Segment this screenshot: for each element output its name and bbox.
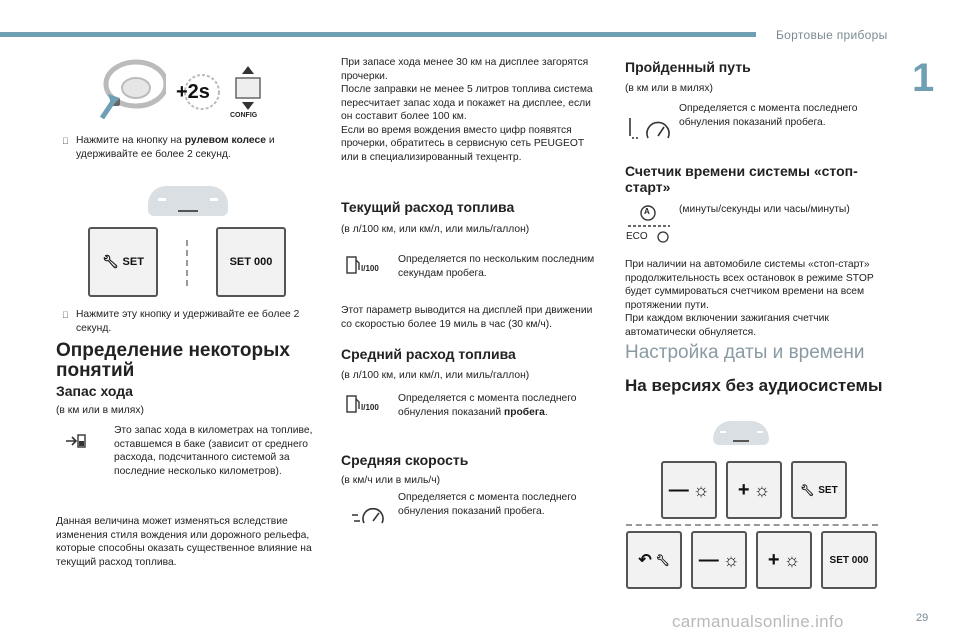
bullet-marker bbox=[62, 134, 70, 161]
up-down-arrows-icon bbox=[228, 62, 268, 112]
brightness-plus-button[interactable] bbox=[726, 461, 782, 519]
sun-icon: ☼ bbox=[722, 549, 740, 570]
wrench-icon: 🔧︎ bbox=[102, 254, 119, 269]
distance-units: (в км или в милях) bbox=[625, 83, 713, 94]
l100-label: l/100 bbox=[361, 403, 379, 412]
heading-date-time: Настройка даты и времени bbox=[625, 342, 865, 363]
instrument-display-small bbox=[713, 421, 769, 445]
config-button-illustration bbox=[228, 62, 268, 122]
steering-wheel-illustration bbox=[96, 58, 166, 120]
sun-icon: ☼ bbox=[692, 479, 710, 500]
section-title: Бортовые приборы bbox=[776, 28, 888, 42]
fuel-range-icon bbox=[64, 431, 88, 451]
heading-distance: Пройденный путь bbox=[625, 59, 751, 75]
average-consumption-units: (в л/100 км, или км/л, или миль/галлон) bbox=[341, 370, 530, 381]
dashed-separator-horizontal bbox=[626, 524, 878, 526]
set-000-button-small[interactable] bbox=[821, 531, 877, 589]
heading-stop-start: Счетчик времени системы «стоп-старт» bbox=[625, 163, 858, 195]
dashed-separator bbox=[186, 240, 188, 286]
config-label: CONFIG bbox=[230, 112, 258, 119]
wrench-icon: 🔧︎ bbox=[655, 554, 670, 567]
auto-label: A bbox=[644, 207, 650, 216]
stop-start-units: (минуты/секунды или часы/минуты) bbox=[679, 204, 850, 215]
bullet-steering-button bbox=[62, 134, 318, 161]
current-consumption-units: (в л/100 км, или км/л, или миль/галлон) bbox=[341, 224, 530, 235]
speedometer-icon bbox=[350, 503, 388, 529]
set-button-label: SET bbox=[122, 256, 144, 268]
back-arrow-icon: ↶ bbox=[638, 552, 652, 569]
minus-icon: — bbox=[668, 478, 689, 501]
minus-icon: — bbox=[698, 548, 719, 571]
steering-wheel-icon bbox=[96, 58, 166, 120]
average-consumption-description: Определяется с момента последнего обнуления показаний пробега. bbox=[398, 393, 577, 418]
eco-label: ECO bbox=[626, 231, 648, 242]
fuel-pump-icon bbox=[345, 393, 361, 415]
current-consumption-icon bbox=[345, 254, 389, 276]
heading-average-consumption: Средний расход топлива bbox=[341, 346, 516, 362]
brightness-plus-button-2[interactable] bbox=[756, 531, 812, 589]
brightness-minus-button[interactable] bbox=[661, 461, 717, 519]
bullet-hold-button bbox=[62, 308, 318, 335]
average-speed-description: Определяется с момента последнего обнуления показаний пробега. bbox=[398, 492, 577, 517]
set-000-button[interactable] bbox=[216, 227, 286, 297]
set-button[interactable] bbox=[88, 227, 158, 297]
heading-definitions: Определение некоторых понятий bbox=[56, 340, 290, 381]
sun-icon: ☼ bbox=[753, 479, 771, 500]
average-speed-units: (в км/ч или в миль/ч) bbox=[341, 475, 440, 486]
back-wrench-button[interactable] bbox=[626, 531, 682, 589]
current-consumption-paragraph: Этот параметр выводится на дисплей при движении со скоростью более 19 миль в час (30 км/ч). bbox=[341, 305, 593, 330]
heading-no-audio: На версиях без аудиосистемы bbox=[625, 376, 883, 395]
distance-description: Определяется с момента последнего обнуления показаний пробега. bbox=[679, 103, 858, 128]
two-seconds-label: +2s bbox=[176, 81, 210, 103]
range-units: (в км или в милях) bbox=[56, 405, 144, 416]
bullet-marker bbox=[62, 308, 70, 335]
sun-icon: ☼ bbox=[783, 549, 801, 570]
bullet-text: Нажмите на кнопку на рулевом колесе и удерживайте ее более 2 секунд. bbox=[76, 135, 275, 160]
chapter-number: 1 bbox=[912, 56, 935, 100]
set-000-label: SET 000 bbox=[829, 554, 869, 566]
plus-icon: + bbox=[767, 548, 780, 571]
average-consumption-icon bbox=[345, 393, 389, 415]
l100-label: l/100 bbox=[361, 264, 379, 273]
instrument-display bbox=[148, 186, 228, 216]
fuel-pump-icon bbox=[345, 254, 361, 276]
range-dashes-paragraph: При запасе хода менее 30 км на дисплее загорятся прочерки. После заправки не менее 5 литров топлива система пересчитает запас хода и покажет на дисплее, если он составит более 100 км. Если во время вождения вместо цифр появятся прочерки, обратитесь в сервисную сеть PEUGEOT или в специализированный техцентр. bbox=[341, 57, 593, 163]
stop-start-icon bbox=[626, 204, 672, 244]
range-description: Это запас хода в километрах на топливе, оставшемся в баке (зависит от среднего расхода, подсчитанного системой за последние несколько километров). bbox=[114, 425, 313, 477]
stop-start-paragraph: При наличии на автомобиле системы «стоп-старт» продолжительность всех остановок в режиме STOP будет суммироваться счетчиком времени на всем протяжении пути. При каждом включении зажигания счетчик автоматически обнуляется. bbox=[625, 259, 874, 338]
set-label: SET bbox=[818, 484, 838, 496]
current-consumption-description: Определяется по нескольким последним секундам пробега. bbox=[398, 254, 595, 279]
heading-range: Запас хода bbox=[56, 383, 133, 399]
heading-average-speed: Средняя скорость bbox=[341, 452, 469, 468]
plus-icon: + bbox=[737, 478, 750, 501]
two-seconds-badge bbox=[176, 72, 222, 112]
brightness-minus-button-2[interactable] bbox=[691, 531, 747, 589]
set-000-label: SET 000 bbox=[229, 256, 273, 268]
set-button-small[interactable] bbox=[791, 461, 847, 519]
watermark: carmanualsonline.info bbox=[672, 612, 844, 631]
distance-icon bbox=[628, 114, 672, 144]
heading-current-consumption: Текущий расход топлива bbox=[341, 199, 515, 215]
wrench-icon: 🔧︎ bbox=[800, 484, 815, 497]
range-paragraph: Данная величина может изменяться вследствие изменения стиля вождения или дорожного рельефа, которые способны оказать существенное влияние на текущий расход топлива. bbox=[56, 516, 312, 568]
header-bar bbox=[0, 32, 756, 37]
page-number: 29 bbox=[916, 612, 929, 624]
bullet-text: Нажмите эту кнопку и удерживайте ее более 2 секунд. bbox=[76, 309, 300, 334]
